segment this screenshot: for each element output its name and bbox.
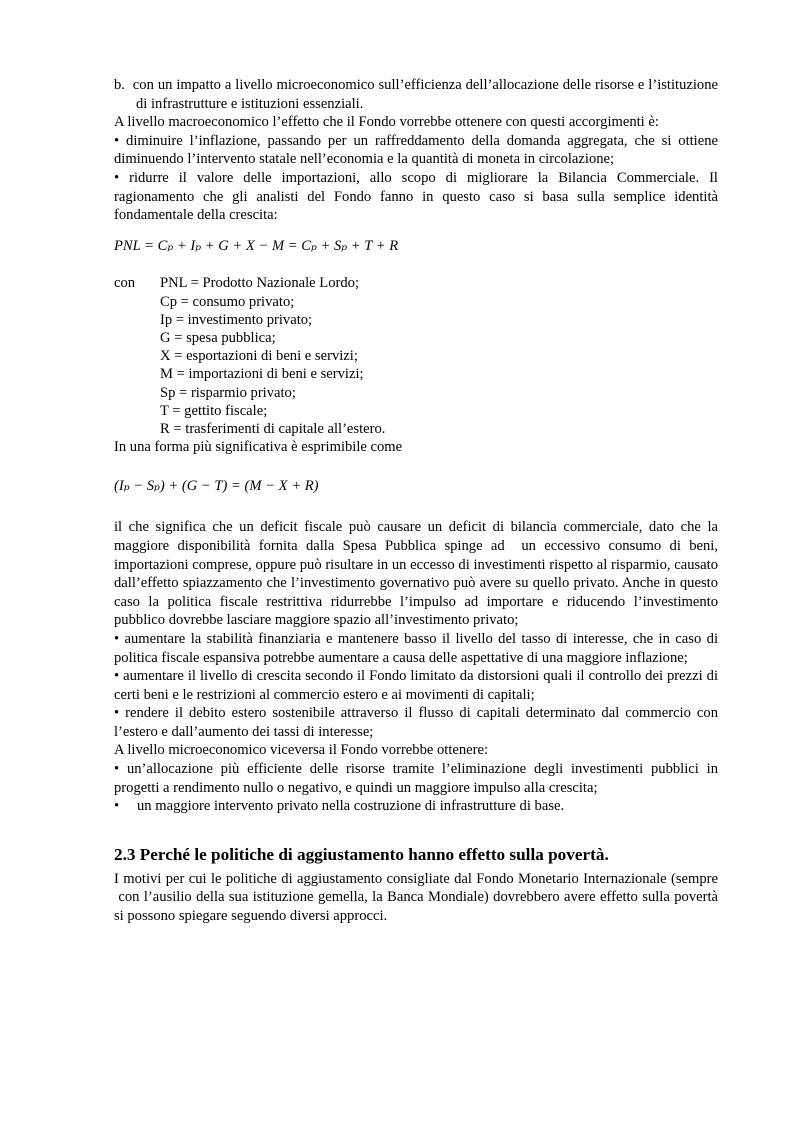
section-heading: 2.3 Perché le politiche di aggiustamento hanno effetto sulla povertà. bbox=[114, 844, 609, 864]
bullet-growth: • aumentare il livello di crescita secondo il Fondo limitato da distorsioni quali il controllo dei prezzi di certi beni e le restrizioni al commercio estero e ai movimenti di capitali; bbox=[114, 668, 718, 703]
bullet-private-intervention bbox=[114, 797, 718, 816]
definition-t: T = gettito fiscale; bbox=[160, 402, 268, 419]
document-page bbox=[114, 76, 718, 926]
definition-x: X = esportazioni di beni e servizi; bbox=[160, 348, 358, 365]
bullet-private-intervention-text: un maggiore intervento privato nella costruzione di infrastrutture di base. bbox=[137, 798, 565, 815]
bullet-imports: • ridurre il valore delle importazioni, allo scopo di migliorare la Bilancia Commerciale. Il ragionamento che gli analisti del Fondo fanno in questo caso si basa sulla semplice identità fondamentale della crescita: bbox=[114, 169, 718, 224]
definition-g: G = spesa pubblica; bbox=[160, 329, 276, 346]
definition-ip: Ip = investimento privato; bbox=[160, 311, 313, 328]
equation-growth-identity: PNL = Cₚ + Iₚ + G + X − M = Cₚ + Sₚ + T + R bbox=[114, 237, 399, 254]
equation-deficit-form: (Iₚ − Sₚ) + (G − T) = (M − X + R) bbox=[114, 477, 319, 494]
form-intro: In una forma più significativa è esprimibile come bbox=[114, 439, 403, 456]
definition-r: R = trasferimenti di capitale all’estero. bbox=[160, 420, 386, 437]
bullet-inflation: • diminuire l’inflazione, passando per un raffreddamento della domanda aggregata, che si ottiene diminuendo l’intervento statale nell’economia e la quantità di moneta in circolazione; bbox=[114, 132, 718, 168]
bullet-allocation: • un’allocazione più efficiente delle risorse tramite l’eliminazione degli investimenti pubblici in progetti a rendimento nullo o negativo, e quindi un maggiore impulso alla crescita; bbox=[114, 761, 718, 796]
definition-cp: Cp = consumo privato; bbox=[160, 293, 295, 310]
list-item-b: b. con un impatto a livello microeconomico sull’efficienza dell’allocazione delle risorse e l’istituzione di infrastrutture e istituzioni essenziali. bbox=[114, 77, 718, 112]
definitions-con: con bbox=[114, 275, 136, 292]
bullet-mark: • bbox=[114, 798, 120, 815]
definition-m: M = importazioni di beni e servizi; bbox=[160, 366, 364, 383]
micro-intro: A livello microeconomico viceversa il Fondo vorrebbe ottenere: bbox=[114, 742, 489, 759]
definition-sp: Sp = risparmio privato; bbox=[160, 384, 296, 401]
bullet-financial-stability: • aumentare la stabilità finanziaria e mantenere basso il livello del tasso di interesse, che in caso di politica fiscale espansiva potrebbe aumentare a causa delle aspettative di una maggiore inflazione; bbox=[114, 630, 718, 666]
macro-intro: A livello macroeconomico l’effetto che il Fondo vorrebbe ottenere con questi accorgimenti è: bbox=[114, 114, 659, 131]
definition-pnl: PNL = Prodotto Nazionale Lordo; bbox=[160, 275, 359, 292]
definitions-list bbox=[114, 274, 718, 438]
bullet-foreign-debt: • rendere il debito estero sostenibile attraverso il flusso di capitali determinato dal commercio con l’estero e dall’aumento dei tassi di interesse; bbox=[114, 705, 718, 740]
section-body: I motivi per cui le politiche di aggiustamento consigliate dal Fondo Monetario Internazionale (sempre con l’ausilio della sua istituzione gemella, la Banca Mondiale) dovrebbero avere effetto sulla povertà si possono spiegare seguendo diversi approcci. bbox=[114, 870, 718, 925]
paragraph-deficit: il che significa che un deficit fiscale può causare un deficit di bilancia commerciale, dato che la maggiore disponibilità fornita dalla Spesa Pubblica spinge ad un eccessivo consumo di beni, importazioni comprese, oppure può risultare in un eccesso di investimenti rispetto al risparmio, causato dall’effetto spiazzamento che l’investimento governativo può avere su quello privato. Anche in questo caso la politica fiscale restrittiva ridurrebbe l’impulso ad importare e riducendo l’investimento pubblico dovrebbe lasciare maggiore spazio all’investimento privato; bbox=[114, 519, 718, 629]
